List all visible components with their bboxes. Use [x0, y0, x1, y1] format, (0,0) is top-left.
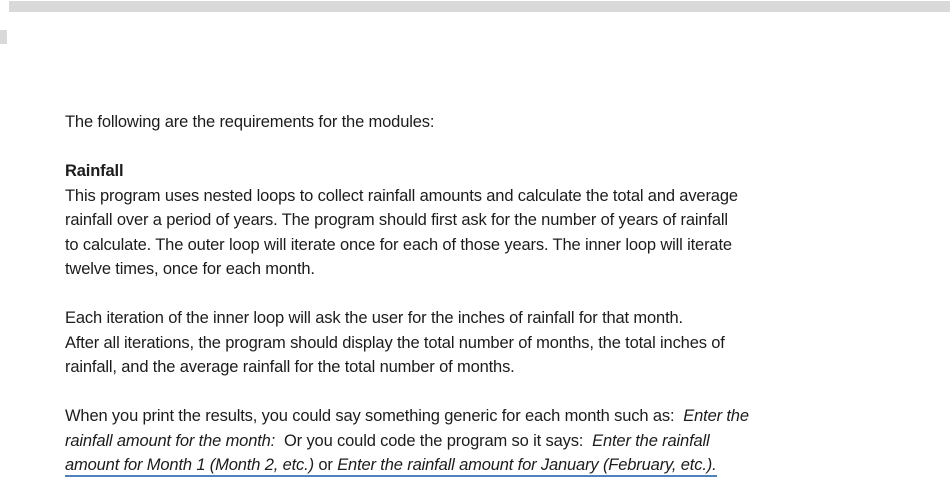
text-line — [65, 404, 910, 429]
text-run: After all iterations, the program should display the total number of months, the total inches of — [65, 333, 725, 352]
text-run: This program uses nested loops to collect rainfall amounts and calculate the total and average — [65, 186, 738, 205]
text-line — [65, 429, 910, 454]
window-top-bar — [9, 1, 950, 12]
text-run: Enter the rainfall amount for January (February, etc.). — [337, 456, 717, 474]
document-body — [65, 110, 910, 478]
text-run: Or you could code the program so it says: — [275, 431, 593, 450]
blank-line — [65, 135, 910, 160]
text-line — [65, 453, 910, 478]
text-line — [65, 306, 910, 331]
text-line — [65, 355, 910, 380]
page-edge-notch — [0, 30, 7, 44]
text-run: When you print the results, you could say something generic for each month such as: — [65, 407, 684, 425]
text-line — [65, 257, 910, 282]
text-run: twelve times, once for each month. — [65, 260, 315, 278]
text-line — [65, 184, 910, 209]
text-run: amount for Month 1 (Month 2, etc.) — [65, 456, 319, 474]
text-run: The following are the requirements for the modules: — [65, 113, 435, 131]
grammar-underline — [65, 456, 717, 477]
text-line — [65, 208, 910, 233]
text-run: Each iteration of the inner loop will ask the user for the inches of rainfall for that month. — [65, 309, 683, 327]
text-run: Enter the rainfall — [592, 431, 710, 450]
text-line — [65, 233, 910, 258]
text-line — [65, 331, 910, 356]
text-run: rainfall over a period of years. The program should first ask for the number of years of rainfall — [65, 211, 728, 229]
heading-rainfall — [65, 159, 910, 184]
text-run: rainfall amount for the month: — [65, 431, 276, 450]
intro-line — [65, 110, 910, 135]
blank-line — [65, 282, 910, 307]
text-run: rainfall, and the average rainfall for the total number of months. — [65, 358, 515, 376]
blank-line — [65, 380, 910, 405]
text-run: or — [318, 456, 338, 474]
text-run: to calculate. The outer loop will iterate once for each of those years. The inner loop will iterate — [65, 235, 732, 254]
text-run: Rainfall — [65, 162, 124, 180]
text-run: Enter the — [683, 407, 749, 425]
